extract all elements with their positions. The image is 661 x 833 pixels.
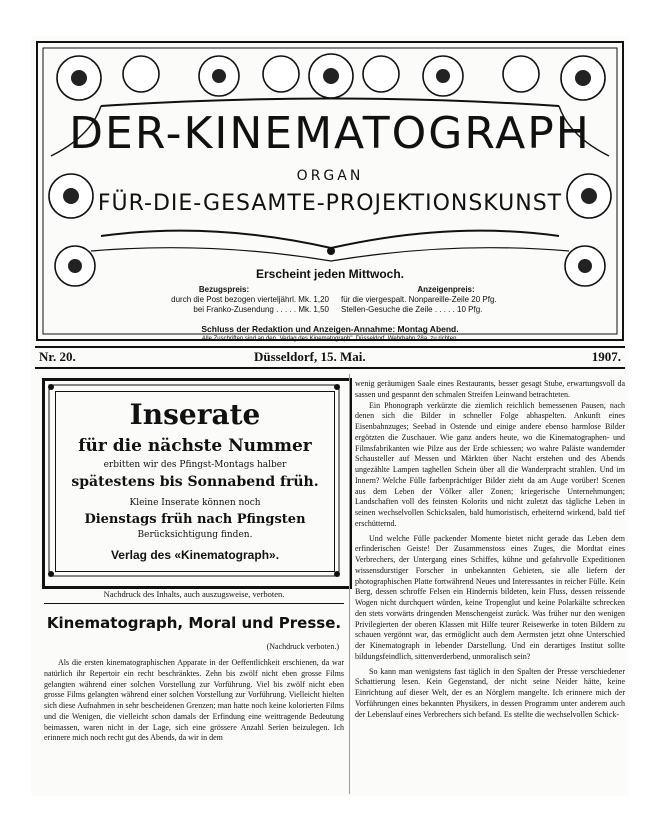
issue-place-date: Düsseldorf, 15. Mai. [254, 349, 366, 364]
publication-frequency: Erscheint jeden Mittwoch. [255, 267, 405, 281]
left-column [44, 658, 344, 744]
column-divider [349, 374, 350, 794]
paragraph: Als die ersten kinematographischen Apparate in der Oeffentlichkeit erschienen, da war natürlich ihr Repertoir ein recht beschränktes. Zehn bis zwölf nicht eben grosse Films gelangten während einer solchen Vorstellung zur Vorführung. Viel bis zwölf nicht eben grosse Films gelangten während einer solchen Vorstellung zur Vorführung. Vielleicht hielten sich diese Aufnahmen in sehr bescheidenen Grenzen; man hatte noch keine kolorierten Films und die Wenigen, die vielleicht schon damals der Erfindung eine weittragende Bedeutung beimassen, waren nicht in der Lage, sich eine grössere Anzahl Serien beizulegen. Ich erinnere mich noch recht gut des Abends, da wir in dem [44, 658, 344, 743]
ad-line: für die nächste Nummer [78, 436, 312, 456]
ad-publisher: Verlag des «Kinematograph». [110, 548, 280, 562]
subscription-heading: Bezugspreis: [198, 285, 250, 294]
top-rule [35, 346, 625, 348]
paragraph: So kann man wenigstens fast täglich in den Spalten der Presse verschiedener Schattierung lesen. Kein Gegenstand, der nicht seine Neider hätte, keine Einrichtung auf dieser Welt, der es an Nörglern mangelte. Ich erinnere mich der Vorführungen eines bekannten Physikers, in dessen Programm unter anderem auch der Lebenslauf eines Verbrechers sich befand. Es stellte die wechselvollen Schick- [355, 666, 625, 719]
subscription-line: durch die Post bezogen vierteljährl. Mk. 1,20 [171, 295, 329, 304]
subscription-price [119, 285, 329, 315]
issue-year: 1907. [591, 349, 621, 364]
ad-inner-frame [55, 391, 335, 572]
right-column [355, 379, 625, 720]
ad-line: Dienstags früh nach Pfingsten [84, 512, 306, 527]
notice-rule [44, 603, 344, 604]
deadline-note: Schluss der Redaktion und Anzeigen-Annahme: Montag Abend. [201, 324, 459, 334]
subscription-line: bei Franko-Zusendung . . . . . Mk. 1,50 [193, 305, 329, 314]
ad-line: Kleine Inserate können noch [129, 498, 261, 508]
ad-price-line: für die viergespalt. Nonpareille-Zeile 20 Pfg. [341, 295, 497, 304]
ad-price [341, 285, 551, 315]
issue-rule [35, 367, 625, 369]
ad-headline: Inserate [129, 398, 261, 431]
reprint-notice: Nachdruck des Inhalts, auch auszugsweise, verboten. [103, 589, 285, 599]
newspaper-title: DER-KINEMATOGRAPH [69, 108, 591, 159]
organ-label: ORGAN [296, 168, 364, 184]
issue-number: Nr. 20. [39, 349, 76, 364]
issue-line [39, 349, 621, 365]
ad-price-heading: Anzeigenpreis: [417, 285, 475, 294]
ad-line: Berücksichtigung finden. [137, 530, 253, 540]
ad-price-line: Stellen-Gesuche die Zeile . . . . . 10 Pfg. [341, 305, 483, 314]
ad-line: spätestens bis Sonnabend früh. [71, 474, 319, 490]
address-note: Alle Zuschriften sind an den „Verlag des Kinematograph", Düsseldorf, Wehrhahn 28a, zu richten. [201, 336, 459, 342]
paragraph: Und welche Fülle packender Momente bietet nicht gerade das Leben dem erfinderischen Geiste! Der Zusammenstoss eines Zuges, die Mordtat eines Verbrechers, der Untergang eines Schiffes, kühne und gefahrvolle Expeditionen wissensdurstiger Forscher in unbekannten Gebieten, sie alle liefern der photographischen Platte fortwährend Neues und Interessantes in reicher Fülle. Kein Berg, dessen schroffe Felsen ein Hindernis bildeten, kein Fluss, dessen reissende Wogen nicht durchquert würden, keine Tropenglut und keine Polarkälte schrecken den stets vorwärts dringenden Menschengeist zurück. Was früher nur den wenigen Privilegierten der oberen Klassen mit Hilfe teurer Reisewerke in toten Bildern zu schauen vergönnt war, das ermöglicht auch dem Aermsten jetzt ohne Unterschied der Kinematograph in lebender Darstellung. Und ein derartiges Institut sollte bildungsfeindlich, sittenverderbend, unmoralisch sein? [355, 533, 625, 661]
article-reprint-note: (Nachdruck verboten.) [266, 642, 339, 651]
advertisement-box [42, 378, 352, 589]
paragraph: Ein Phonograph verkürzte die ziemlich reichlich bemessenen Pausen, nach denen sich die Bilder in schneller Folge abhaspelten. Ankunft eines Eisenbahnzuges; Seebad in Ostende und einige andere ebenso harmlose Bilder ergötzten die Zuschauer. Wie ganz anders heute, wo die Kinematographen- und Filmsfabrikanten wie Pilze aus der Erde schiessen; wo wahre Paläste wandernder Schausteller auf Messen und Märkten über Nacht erstehen und des Abends ungezählte Lampen taghellen Schein über all die Wanderpracht strahlen. Und im Innern? Welche Fülle farbenprächtiger Bilder zieht da am Auge vorüber! Scenen aus dem Leben der Völker aller Zonen; kriegerische Unternehmungen; Landschaften voll des feinsten Kolorits und nicht zuletzt das tägliche Leben in seinen wechselvollen Schicksalen, bald humoristisch, erheiternd wirkend, bald tief erschütternd. [355, 400, 625, 528]
ad-line: erbitten wir des Pfingst-Montags halber [103, 460, 287, 470]
paragraph: wenig geräumigen Saale eines Restaurants, besser gesagt Stube, erwartungsvoll da sassen und gespannt den schmalen Streifen Leinwand betrachteten. [355, 379, 625, 399]
article-title: Kinematograph, Moral und Presse. [46, 614, 342, 632]
newspaper-page [31, 36, 629, 796]
newspaper-subtitle: FÜR-DIE-GESAMTE-PROJEKTIONSKUNST [97, 191, 563, 216]
